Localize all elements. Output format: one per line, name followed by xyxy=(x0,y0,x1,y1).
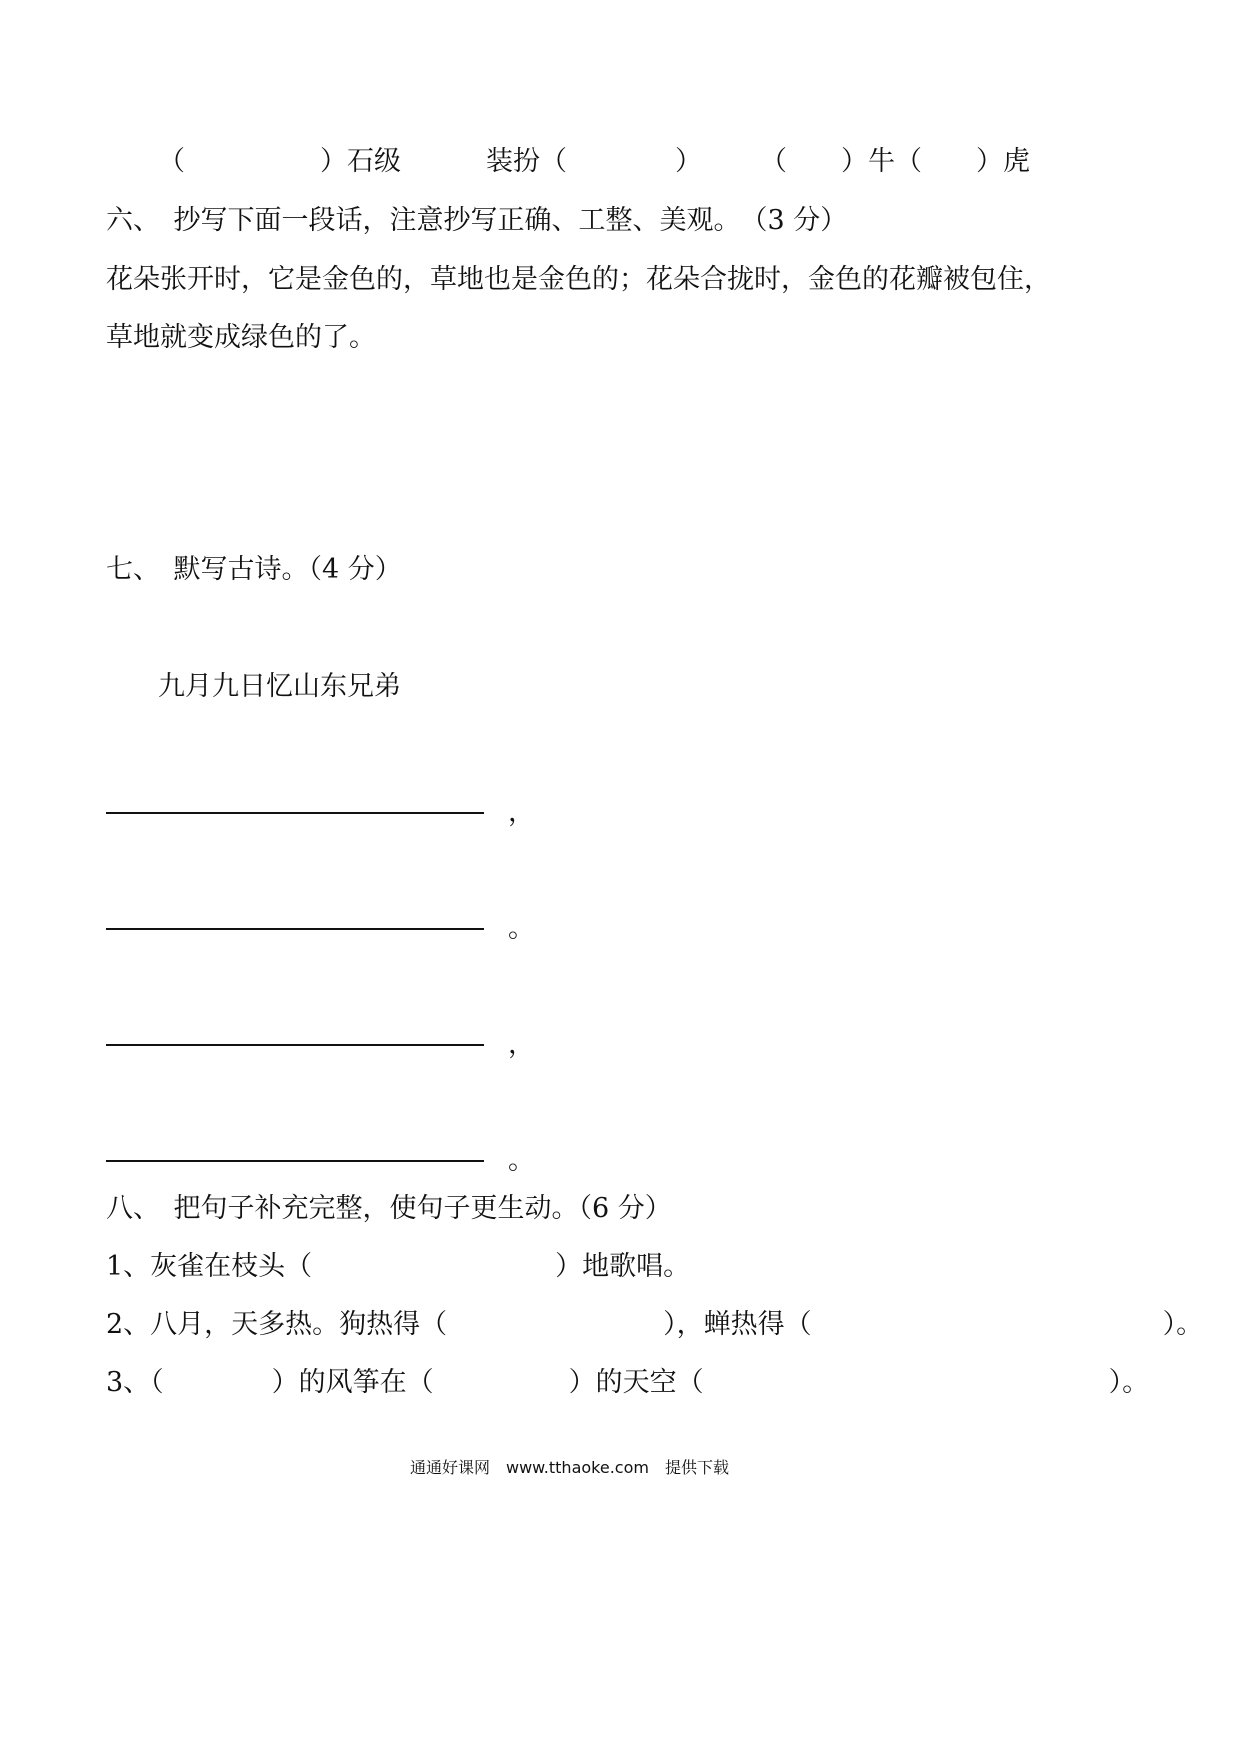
q5-item-dress-up: 装扮（ ） xyxy=(486,146,702,177)
q7-poem-title: 九月九日忆山东兄弟 xyxy=(158,671,401,702)
poem-line-3-punct: ， xyxy=(508,1029,535,1060)
q6-heading: 六、 抄写下面一段话，注意抄写正确、工整、美观。 （3 分） xyxy=(106,205,848,236)
q8-sentence-1: 1、灰雀在枝头（ ）地歌唱。 xyxy=(106,1251,691,1282)
poem-line-2-punct: 。 xyxy=(508,913,535,944)
poem-blank-line-1 xyxy=(106,812,484,814)
poem-blank-line-3 xyxy=(106,1044,484,1046)
page-footer: 通通好课网 www.tthaoke.com 提供下载 xyxy=(410,1458,729,1477)
q5-item-stone-steps: （ ）石级 xyxy=(158,146,401,177)
q5-item-ox-tiger: （ ）牛（ ）虎 xyxy=(760,146,1030,177)
poem-line-4-punct: 。 xyxy=(508,1145,535,1176)
poem-blank-line-2 xyxy=(106,928,484,930)
q7-heading: 七、 默写古诗。（4 分） xyxy=(106,554,402,585)
poem-line-1-punct: ， xyxy=(508,797,535,828)
q8-sentence-2: 2、八月，天多热。狗热得（ ），蝉热得（ ）。 xyxy=(106,1309,1204,1340)
q6-passage-line2: 草地就变成绿色的了。 xyxy=(106,322,376,353)
q8-sentence-3: 3、（ ）的风筝在（ ）的天空（ ）。 xyxy=(106,1367,1150,1398)
poem-blank-line-4 xyxy=(106,1160,484,1162)
q6-passage-line1: 花朵张开时，它是金色的，草地也是金色的；花朵合拢时，金色的花瓣被包住， xyxy=(106,264,1051,295)
q8-heading: 八、 把句子补充完整，使句子更生动。（6 分） xyxy=(106,1193,672,1224)
